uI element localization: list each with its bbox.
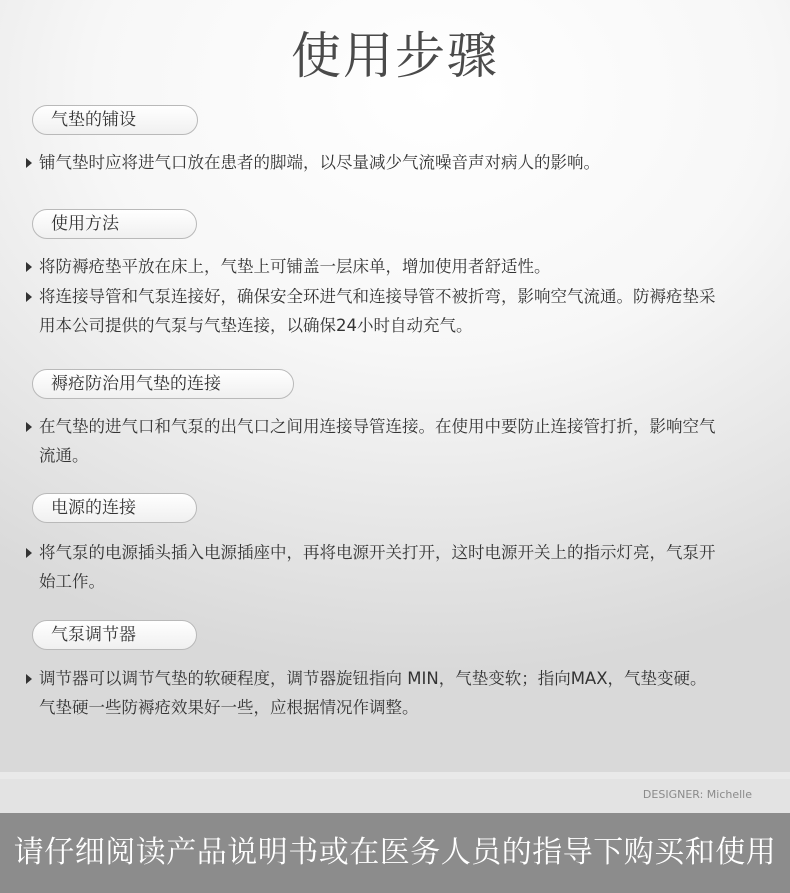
- bullet-arrow-icon: [26, 292, 32, 302]
- paragraph-text: 将防褥疮垫平放在床上，气垫上可铺盖一层床单，增加使用者舒适性。: [39, 257, 551, 276]
- section-heading-pump-regulator: 气泵调节器: [32, 620, 197, 650]
- paragraph-text: 将气泵的电源插头插入电源插座中，再将电源开关打开，这时电源开关上的指示灯亮，气泵开始工作。: [39, 543, 716, 591]
- paragraph-text: 将连接导管和气泵连接好，确保安全环进气和连接导管不被折弯，影响空气流通。防褥疮垫采用本公司提供的气泵与气垫连接，以确保24小时自动充气。: [39, 287, 716, 335]
- bullet-arrow-icon: [26, 548, 32, 558]
- bullet-arrow-icon: [26, 422, 32, 432]
- section-paragraph: [39, 412, 719, 470]
- bullet-arrow-icon: [26, 674, 32, 684]
- section-paragraph: [39, 282, 719, 340]
- page-title: 使用步骤: [291, 27, 499, 85]
- section-heading-mattress-connection: 褥疮防治用气垫的连接: [32, 369, 294, 399]
- section-paragraph: [39, 148, 739, 177]
- footer-banner: 请仔细阅读产品说明书或在医务人员的指导下购买和使用: [0, 813, 790, 893]
- paragraph-text: 调节器可以调节气垫的软硬程度，调节器旋钮指向 MIN，气垫变软；指向MAX，气垫变硬。气垫硬一些防褥疮效果好一些，应根据情况作调整。: [39, 669, 707, 717]
- designer-credit: DESIGNER: Michelle: [642, 788, 752, 801]
- section-paragraph: [39, 252, 739, 281]
- section-heading-usage-method: 使用方法: [32, 209, 197, 239]
- section-heading-air-mattress-laying: 气垫的铺设: [32, 105, 198, 135]
- section-heading-power-connection: 电源的连接: [32, 493, 197, 523]
- bullet-arrow-icon: [26, 158, 32, 168]
- bullet-arrow-icon: [26, 262, 32, 272]
- section-paragraph: [39, 664, 719, 722]
- section-paragraph: [39, 538, 719, 596]
- paragraph-text: 铺气垫时应将进气口放在患者的脚端，以尽量减少气流噪音声对病人的影响。: [39, 153, 600, 172]
- paragraph-text: 在气垫的进气口和气泵的出气口之间用连接导管连接。在使用中要防止连接管打折，影响空气流通。: [39, 417, 716, 465]
